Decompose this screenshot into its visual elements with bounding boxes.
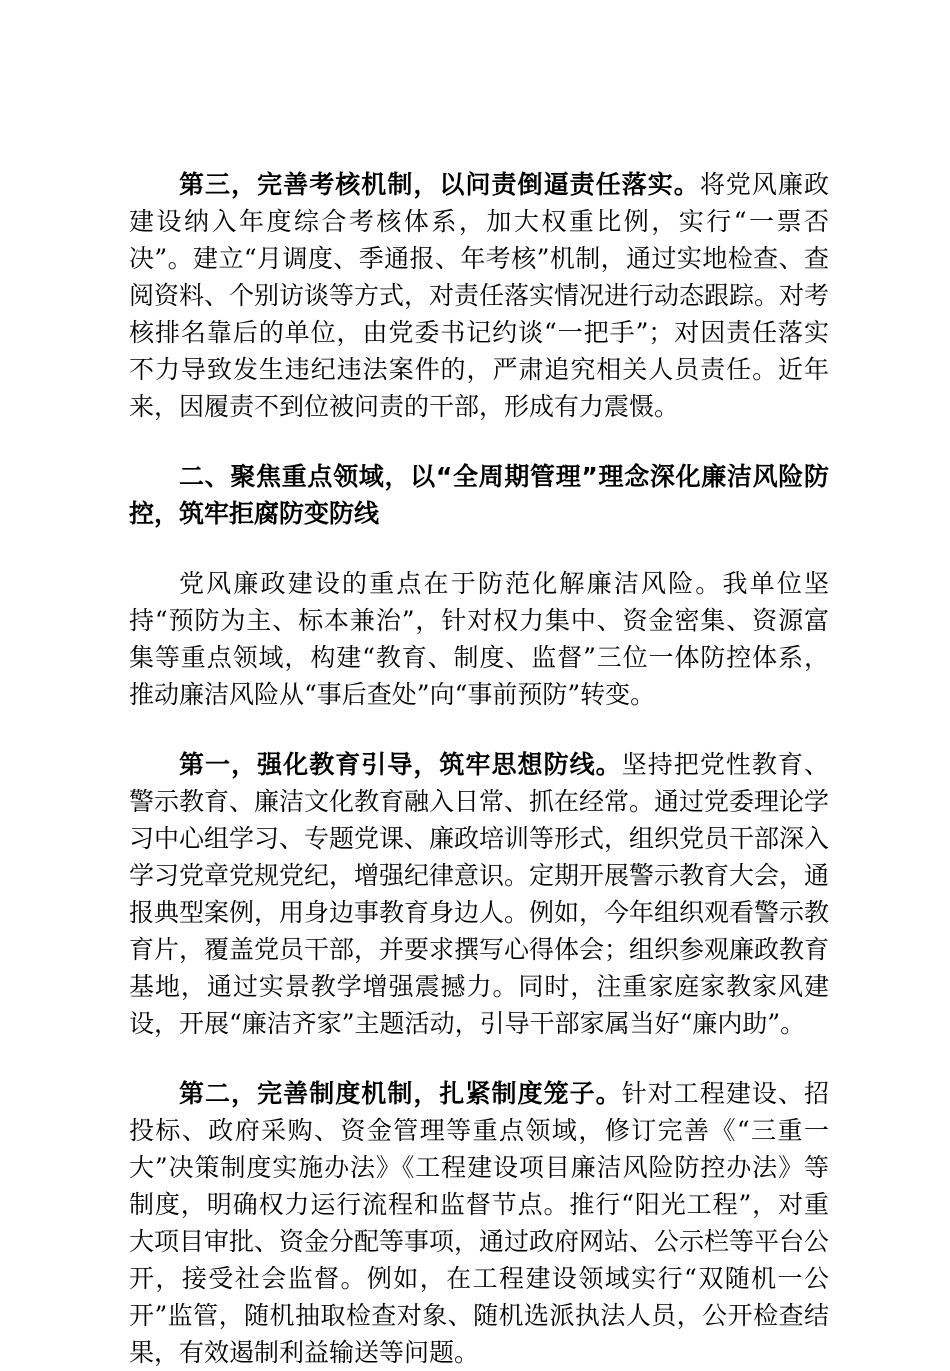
section-heading: 二、聚焦重点领域，以“全周期管理”理念深化廉洁风险防控，筑牢拒腐防变防线	[129, 462, 829, 528]
paragraph-lead: 第三，完善考核机制，以问责倒逼责任落实。	[179, 170, 700, 199]
paragraph-risk-prevention-intro	[129, 565, 829, 713]
paragraph-lead: 第一，强化教育引导，筑牢思想防线。	[179, 750, 622, 779]
paragraph-institutional-mechanism	[129, 1075, 829, 1371]
paragraph-body: 党风廉政建设的重点在于防范化解廉洁风险。我单位坚持“预防为主、标本兼治”，针对权力集中、资金密集、资源富集等重点领域，构建“教育、制度、监督”三位一体防控体系，推动廉洁风险从“事后查处”向“事前预防”转变。	[129, 569, 829, 709]
paragraph-body: 坚持把党性教育、警示教育、廉洁文化教育融入日常、抓在经常。通过党委理论学习中心组学习、专题党课、廉政培训等形式，组织党员干部深入学习党章党规党纪，增强纪律意识。定期开展警示教育大会，通报典型案例，用身边事教育身边人。例如，今年组织观看警示教育片，覆盖党员干部，并要求撰写心得体会；组织参观廉政教育基地，通过实景教学增强震撼力。同时，注重家庭家教家风建设，开展“廉洁齐家”主题活动，引导干部家属当好“廉内助”。	[129, 750, 830, 1038]
paragraph-body: 将党风廉政建设纳入年度综合考核体系，加大权重比例，实行“一票否决”。建立“月调度、季通报、年考核”机制，通过实地检查、查阅资料、个别访谈等方式，对责任落实情况进行动态跟踪。对考核排名靠后的单位，由党委书记约谈“一把手”；对因责任落实不力导致发生违纪违法案件的，严肃追究相关人员责任。近年来，因履责不到位被问责的干部，形成有力震慑。	[129, 170, 830, 421]
paragraph-lead: 第二，完善制度机制，扎紧制度笼子。	[179, 1079, 622, 1108]
document-page	[129, 166, 829, 1371]
paragraph-education-guidance	[129, 746, 829, 1042]
paragraph-body: 针对工程建设、招投标、政府采购、资金管理等重点领域，修订完善《“三重一大”决策制度实施办法》《工程建设项目廉洁风险防控办法》等制度，明确权力运行流程和监督节点。推行“阳光工程”，对重大项目审批、资金分配等事项，通过政府网站、公示栏等平台公开，接受社会监督。例如，在工程建设领域实行“双随机一公开”监管，随机抽取检查对象、随机选派执法人员，公开检查结果，有效遏制利益输送等问题。	[129, 1079, 830, 1367]
paragraph-assessment-mechanism	[129, 166, 829, 425]
